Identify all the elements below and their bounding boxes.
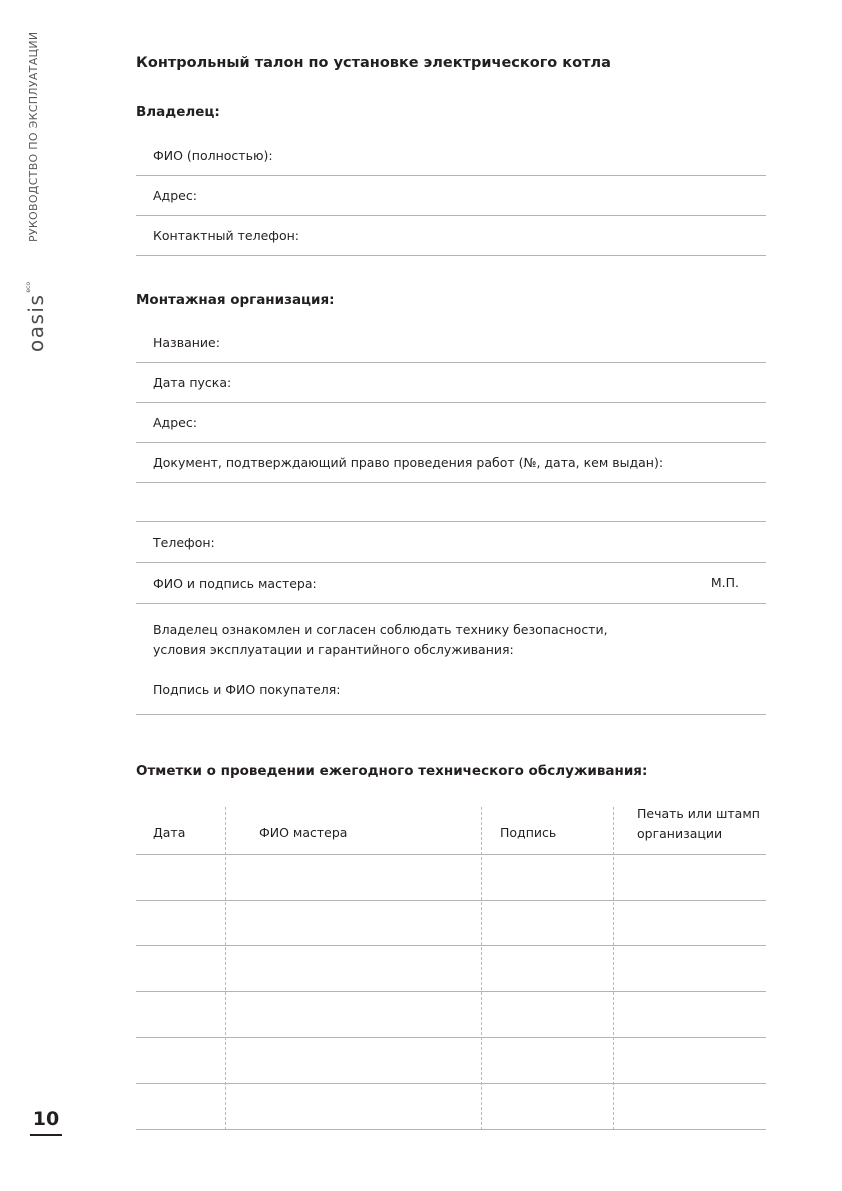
installer-name-field[interactable] xyxy=(136,323,766,363)
owner-heading: Владелец: xyxy=(136,104,220,120)
column-date: Дата xyxy=(153,825,186,840)
table-row[interactable] xyxy=(136,855,766,901)
installer-address-field[interactable] xyxy=(136,403,766,443)
owner-full-name-field[interactable] xyxy=(136,136,766,176)
owner-phone-field[interactable] xyxy=(136,216,766,256)
table-row[interactable] xyxy=(136,1084,766,1130)
page-number: 10 xyxy=(30,1108,62,1136)
field-label: Адрес: xyxy=(153,188,197,203)
table-header xyxy=(136,804,766,855)
manual-section-label: РУКОВОДСТВО ПО ЭКСПЛУАТАЦИИ xyxy=(27,31,40,242)
consent-text-line-2: условия эксплуатации и гарантийного обслуживания: xyxy=(153,642,514,657)
table-row[interactable] xyxy=(136,901,766,946)
consent-text-line-1: Владелец ознакомлен и согласен соблюдать технику безопасности, xyxy=(153,622,608,637)
installer-fields xyxy=(136,323,766,604)
installer-phone-field[interactable] xyxy=(136,522,766,563)
table-row[interactable] xyxy=(136,992,766,1038)
brand-name: oasis xyxy=(24,293,48,352)
field-label: Документ, подтверждающий право проведения работ (№, дата, кем выдан): xyxy=(153,455,664,470)
field-label: Адрес: xyxy=(153,415,197,430)
license-document-field[interactable] xyxy=(136,443,766,483)
column-master-name: ФИО мастера xyxy=(259,825,348,840)
column-stamp xyxy=(637,804,760,844)
stamp-place-mark: М.П. xyxy=(710,575,739,590)
maintenance-table xyxy=(136,804,766,1130)
brand-logo xyxy=(24,282,48,352)
owner-consent-block[interactable] xyxy=(136,604,766,715)
installer-heading: Монтажная организация: xyxy=(136,292,335,308)
column-stamp-line-2: организации xyxy=(637,826,723,841)
column-signature: Подпись xyxy=(500,825,557,840)
field-label: Дата пуска: xyxy=(153,375,232,390)
maintenance-heading: Отметки о проведении ежегодного технического обслуживания: xyxy=(136,763,648,779)
table-row[interactable] xyxy=(136,946,766,992)
column-stamp-line-1: Печать или штамп xyxy=(637,806,760,821)
table-row[interactable] xyxy=(136,1038,766,1084)
field-label: Название: xyxy=(153,335,220,350)
master-signature-field[interactable] xyxy=(136,563,766,604)
brand-suffix: eco xyxy=(25,281,32,293)
field-label: ФИО и подпись мастера: xyxy=(153,575,317,591)
field-label: ФИО (полностью): xyxy=(153,148,273,163)
page-title: Контрольный талон по установке электрического котла xyxy=(136,55,611,71)
owner-address-field[interactable] xyxy=(136,176,766,216)
buyer-signature-label: Подпись и ФИО покупателя: xyxy=(153,682,341,697)
license-document-continuation-field[interactable] xyxy=(136,483,766,522)
field-label: Телефон: xyxy=(153,534,215,550)
owner-fields xyxy=(136,136,766,256)
startup-date-field[interactable] xyxy=(136,363,766,403)
field-label: Контактный телефон: xyxy=(153,228,299,243)
